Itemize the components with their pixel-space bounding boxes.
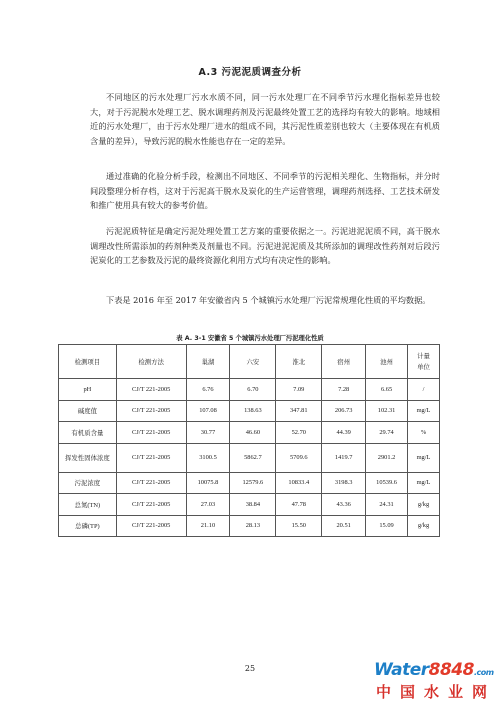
table-title: 表 A. 3-1 安徽省 5 个城镇污水处理厂污泥理化性质 <box>176 335 324 342</box>
row-label-cell: 总氮(TN) <box>59 494 117 516</box>
table-cell: CJ/T 221-2005 <box>116 443 186 472</box>
table-row <box>59 379 440 401</box>
header-cell-unit: 计量 单位 <box>408 345 440 379</box>
table-cell: CJ/T 221-2005 <box>116 515 186 537</box>
row-label-cell: 有机质含量 <box>59 422 117 444</box>
table-row <box>59 422 440 444</box>
watermark-text-cn: 中国水业网 <box>376 683 497 701</box>
table-cell: 46.60 <box>230 422 276 444</box>
table-cell: 2901.2 <box>366 443 408 472</box>
table-cell: 6.65 <box>366 379 408 401</box>
table-cell: 347.81 <box>276 400 322 422</box>
table-row <box>59 472 440 494</box>
table-cell: g/kg <box>408 515 440 537</box>
table-cell: 3198.3 <box>322 472 366 494</box>
table-cell: 10833.4 <box>276 472 322 494</box>
header-cell: 宿州 <box>322 345 366 379</box>
table-cell: 29.74 <box>366 422 408 444</box>
watermark-text-num: 8848 <box>428 660 474 680</box>
table-cell: mg/L <box>408 443 440 472</box>
table-cell: mg/L <box>408 400 440 422</box>
row-label-cell: 挥发性固体浓度 <box>59 443 117 472</box>
table-cell: 30.77 <box>186 422 230 444</box>
table-cell: 38.84 <box>230 494 276 516</box>
table-cell: CJ/T 221-2005 <box>116 400 186 422</box>
header-cell: 巢湖 <box>186 345 230 379</box>
table-cell: 10075.8 <box>186 472 230 494</box>
table-cell: 15.09 <box>366 515 408 537</box>
table-row <box>59 400 440 422</box>
table-cell: 107.08 <box>186 400 230 422</box>
watermark-text-main: Water <box>374 660 429 680</box>
table-cell: 138.63 <box>230 400 276 422</box>
table-cell: CJ/T 221-2005 <box>116 494 186 516</box>
header-cell: 检测方法 <box>116 345 186 379</box>
table-cell: 3100.5 <box>186 443 230 472</box>
table-cell: 20.51 <box>322 515 366 537</box>
paragraph-1: 不同地区的污水处理厂污水水质不同，同一污水处理厂在不同季节污水理化指标差异也较大，对于污泥脱水处理工艺、脱水调理药剂及污泥最终处置工艺的选择均有较大的影响。地域相近的污水处理厂，由于污水处理厂进水的组成不同，其污泥性质差别也较大（主要体现在有机质含量的差异），导致污泥的脱水性能也存在一定的差异。 <box>90 92 440 147</box>
watermark-logo-wordmark <box>374 660 494 680</box>
table-cell: 206.73 <box>322 400 366 422</box>
section-title: A.3 污泥泥质调查分析 <box>198 67 302 78</box>
paragraph-3: 污泥泥质特征是确定污泥处理处置工艺方案的重要依据之一。污泥进泥泥质不同，高干脱水调理改性所需添加的药剂种类及剂量也不同。污泥进泥泥质及其所添加的调理改性药剂对后段污泥炭化的工艺参数及污泥的最终资源化利用方式均有决定性的影响。 <box>90 226 440 266</box>
header-cell: 检测项目 <box>59 345 117 379</box>
header-cell: 池州 <box>366 345 408 379</box>
table-cell: 10539.6 <box>366 472 408 494</box>
page-number: 25 <box>244 664 256 673</box>
table-cell: 6.70 <box>230 379 276 401</box>
header-cell: 淮北 <box>276 345 322 379</box>
watermark-text-com: .com <box>473 668 494 677</box>
table-cell: 44.39 <box>322 422 366 444</box>
sludge-properties-table <box>58 344 440 537</box>
table-cell: 5709.6 <box>276 443 322 472</box>
paragraph-4: 下表是 2016 年至 2017 年安徽省内 5 个城镇污水处理厂污泥常规理化性质的平均数据。 <box>106 295 431 305</box>
table-cell: 52.70 <box>276 422 322 444</box>
table-row <box>59 515 440 537</box>
table-cell: CJ/T 221-2005 <box>116 472 186 494</box>
header-cell: 六安 <box>230 345 276 379</box>
row-label-cell: 碱度值 <box>59 400 117 422</box>
table-cell: 1419.7 <box>322 443 366 472</box>
table-cell: mg/L <box>408 472 440 494</box>
watermark-logo <box>374 660 496 702</box>
table-cell: 27.03 <box>186 494 230 516</box>
table-cell: 24.31 <box>366 494 408 516</box>
table-cell: 6.76 <box>186 379 230 401</box>
table-cell: g/kg <box>408 494 440 516</box>
row-label-cell: 污泥浓度 <box>59 472 117 494</box>
table-row <box>59 494 440 516</box>
table-cell: 43.36 <box>322 494 366 516</box>
table-cell: 102.31 <box>366 400 408 422</box>
table-header-row <box>59 345 440 379</box>
table-cell: 47.78 <box>276 494 322 516</box>
row-label-cell: 总磷(TP) <box>59 515 117 537</box>
table-cell: 28.13 <box>230 515 276 537</box>
table-cell: CJ/T 221-2005 <box>116 379 186 401</box>
row-label-cell: pH <box>59 379 117 401</box>
table-cell: 7.09 <box>276 379 322 401</box>
table-cell: / <box>408 379 440 401</box>
table-cell: 5862.7 <box>230 443 276 472</box>
table-cell: CJ/T 221-2005 <box>116 422 186 444</box>
table-row <box>59 443 440 472</box>
table-cell: % <box>408 422 440 444</box>
table-cell: 7.28 <box>322 379 366 401</box>
paragraph-2: 通过准确的化验分析手段，检测出不同地区、不同季节的污泥相关理化、生物指标，并分时间段整理分析存档，这对于污泥高干脱水及炭化的生产运营管理，调理药剂选择、工艺技术研发和推广使用具有较大的参考价值。 <box>90 171 440 211</box>
table-cell: 21.10 <box>186 515 230 537</box>
table-cell: 15.50 <box>276 515 322 537</box>
table-cell: 12579.6 <box>230 472 276 494</box>
